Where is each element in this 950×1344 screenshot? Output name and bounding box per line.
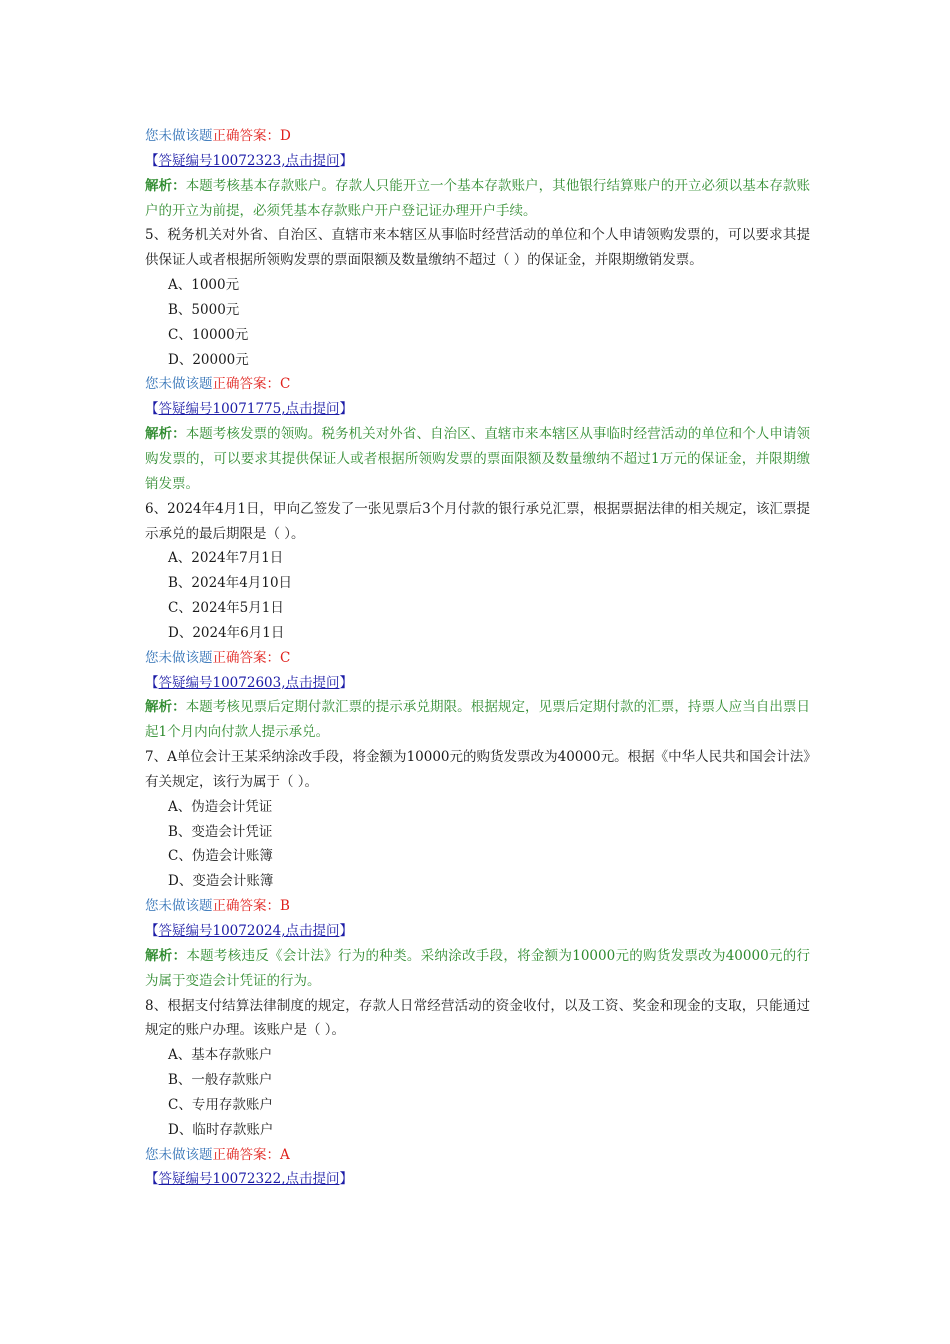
link-bracket-close: 】 xyxy=(339,152,354,169)
question-link-line xyxy=(145,1167,810,1192)
explanation-text: 本题考核违反《会计法》行为的种类。采纳涂改手段，将金额为10000元的购货发票改为40000元的行为属于变造会计凭证的行为。 xyxy=(145,947,811,989)
option-a[interactable]: A、伪造会计凭证 xyxy=(168,798,273,815)
option-b[interactable]: B、2024年4月10日 xyxy=(168,575,293,592)
correct-answer-label: 正确答案： xyxy=(212,649,280,666)
option-d[interactable]: D、20000元 xyxy=(168,351,249,368)
option-a[interactable]: A、基本存款账户 xyxy=(168,1047,273,1064)
explanation xyxy=(145,174,810,224)
option-b[interactable]: B、一般存款账户 xyxy=(168,1072,273,1089)
answer-status-line xyxy=(145,894,810,919)
correct-answer-label: 正确答案： xyxy=(212,376,280,393)
correct-answer-value: A xyxy=(280,1146,290,1163)
link-bracket-open: 【 xyxy=(145,401,159,418)
not-done-label: 您未做该题 xyxy=(145,128,213,144)
answer-status-line xyxy=(145,646,810,671)
option-c[interactable]: C、10000元 xyxy=(168,326,249,343)
option-b[interactable]: B、变造会计凭证 xyxy=(168,823,273,840)
not-done-label: 您未做该题 xyxy=(145,898,213,915)
correct-answer-value: B xyxy=(280,898,290,915)
question-text: 7、A单位会计王某采纳涂改手段，将金额为10000元的购货发票改为40000元。根据《中华人民共和国会计法》有关规定，该行为属于（ ）。 xyxy=(145,749,810,790)
option-c[interactable]: C、2024年5月1日 xyxy=(168,600,284,617)
option-b[interactable]: B、5000元 xyxy=(168,301,240,318)
explanation-label: 解析： xyxy=(145,947,187,964)
question-text: 5、税务机关对外省、自治区、直辖市来本辖区从事临时经营活动的单位和个人申请领购发票的，可以要求其提供保证人或者根据所领购发票的票面限额及数量缴纳不超过（ ）的保证金，并限期缴销发票。 xyxy=(145,227,810,269)
question-link-line xyxy=(145,149,810,174)
option-c[interactable]: C、伪造会计账簿 xyxy=(168,848,273,865)
link-bracket-close: 】 xyxy=(339,674,354,691)
correct-answer-value: D xyxy=(280,128,291,144)
option-a[interactable]: A、1000元 xyxy=(168,277,240,294)
not-done-label: 您未做该题 xyxy=(145,649,213,666)
option-d[interactable]: D、临时存款账户 xyxy=(168,1121,274,1138)
ask-question-link[interactable]: 答疑编号10072024,点击提问 xyxy=(158,923,340,939)
correct-answer-value: C xyxy=(280,649,291,666)
explanation-label: 解析： xyxy=(145,426,186,443)
explanation-label: 解析： xyxy=(145,699,186,716)
option-d[interactable]: D、2024年6月1日 xyxy=(168,624,285,641)
ask-question-link[interactable]: 答疑编号10072603,点击提问 xyxy=(158,674,340,691)
explanation xyxy=(145,695,810,745)
question-text: 8、根据支付结算法律制度的规定，存款人日常经营活动的资金收付，以及工资、奖金和现金的支取，只能通过规定的账户办理。该账户是（ ）。 xyxy=(145,997,810,1039)
not-done-label: 您未做该题 xyxy=(145,1146,213,1163)
explanation xyxy=(145,944,810,994)
document-body xyxy=(145,124,810,1192)
explanation-text: 本题考核基本存款账户。存款人只能开立一个基本存款账户，其他银行结算账户的开立必须以基本存款账户的开立为前提，必须凭基本存款账户开户登记证办理开户手续。 xyxy=(145,177,810,219)
link-bracket-open: 【 xyxy=(145,923,159,939)
correct-answer-label: 正确答案： xyxy=(212,898,280,915)
answer-status-line xyxy=(145,372,810,397)
question-text: 6、2024年4月1日，甲向乙签发了一张见票后3个月付款的银行承兑汇票，根据票据法律的相关规定，该汇票提示承兑的最后期限是（ ）。 xyxy=(145,500,810,542)
explanation-label: 解析： xyxy=(145,177,186,194)
ask-question-link[interactable]: 答疑编号10071775,点击提问 xyxy=(158,401,340,418)
correct-answer-value: C xyxy=(280,376,291,393)
explanation xyxy=(145,422,810,497)
option-c[interactable]: C、专用存款账户 xyxy=(168,1096,273,1113)
link-bracket-open: 【 xyxy=(145,1171,159,1188)
link-bracket-close: 】 xyxy=(339,923,354,939)
correct-answer-label: 正确答案： xyxy=(212,1146,280,1163)
ask-question-link[interactable]: 答疑编号10072323,点击提问 xyxy=(158,152,340,169)
correct-answer-label: 正确答案： xyxy=(212,128,280,144)
answer-status-line xyxy=(145,124,810,149)
explanation-text: 本题考核见票后定期付款汇票的提示承兑期限。根据规定，见票后定期付款的汇票，持票人应当自出票日起1个月内向付款人提示承兑。 xyxy=(145,699,810,741)
link-bracket-close: 】 xyxy=(339,1171,354,1188)
ask-question-link[interactable]: 答疑编号10072322,点击提问 xyxy=(158,1171,340,1188)
not-done-label: 您未做该题 xyxy=(145,376,213,393)
explanation-text: 本题考核发票的领购。税务机关对外省、自治区、直辖市来本辖区从事临时经营活动的单位和个人申请领购发票的，可以要求其提供保证人或者根据所领购发票的票面限额及数量缴纳不超过1万元的保证金，并限期缴销发票。 xyxy=(145,426,810,492)
option-d[interactable]: D、变造会计账簿 xyxy=(168,873,274,890)
link-bracket-open: 【 xyxy=(145,152,159,169)
link-bracket-close: 】 xyxy=(339,401,354,418)
option-a[interactable]: A、2024年7月1日 xyxy=(168,550,284,567)
question-link-line xyxy=(145,671,810,696)
question-link-line xyxy=(145,397,810,422)
answer-status-line xyxy=(145,1143,810,1168)
link-bracket-open: 【 xyxy=(145,674,159,691)
question-link-line xyxy=(145,919,810,944)
